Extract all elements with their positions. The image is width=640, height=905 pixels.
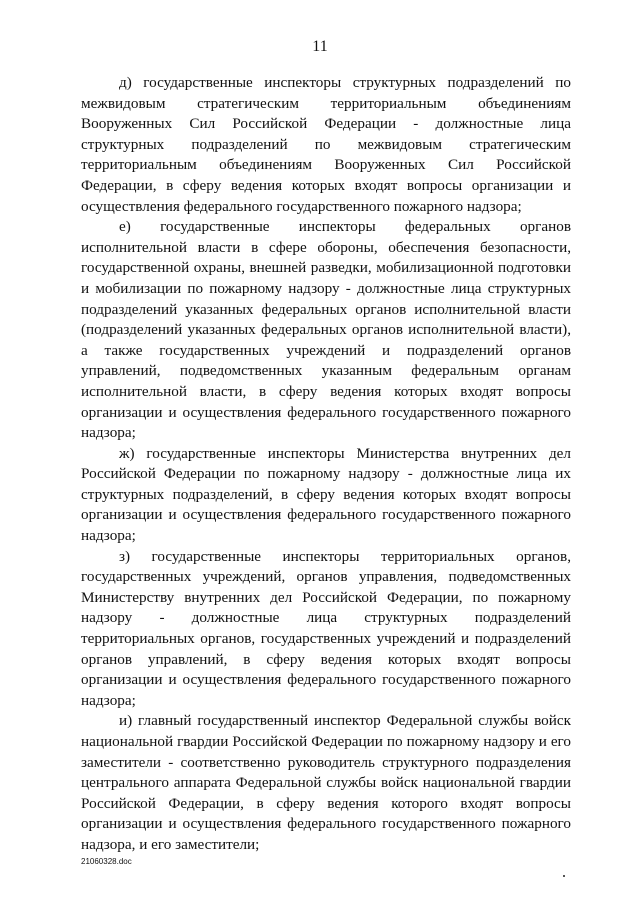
document-body <box>81 73 571 856</box>
paragraph-e: е) государственные инспекторы федеральных органов исполнительной власти в сфере обороны, обеспечения безопасности, государственной охраны, внешней разведки, мобилизационной подготовки и мобилизации по пожарному надзору - должностные лица структурных подразделений указанных федеральных органов исполнительной власти (подразделений указанных федеральных органов исполнительной власти), а также государственных учреждений и подразделений органов управлений, подведомственных указанным федеральным органам исполнительной власти, в сферу ведения которых входят вопросы организации и осуществления федерального государственного пожарного надзора; <box>81 218 571 442</box>
paragraph-i: и) главный государственный инспектор Федеральной службы войск национальной гвардии Российской Федерации по пожарному надзору и его заместители - соответственно руководитель структурного подразделения центрального аппарата Федеральной службы войск национальной гвардии Российской Федерации, в сферу ведения которого входят вопросы организации и осуществления федерального государственного пожарного надзора, и его заместители; <box>81 712 571 853</box>
footer-dot <box>563 875 565 877</box>
paragraph-zh: ж) государственные инспекторы Министерства внутренних дел Российской Федерации по пожарному надзору - должностные лица их структурных подразделений, в сферу ведения которых входят вопросы организации и осуществления федерального государственного пожарного надзора; <box>81 444 571 545</box>
paragraph-z: з) государственные инспекторы территориальных органов, государственных учреждений, органов управления, подведомственных Министерству внутренних дел Российской Федерации, по пожарному надзору - должностные лица структурных подразделений территориальных органов, государственных учреждений и подразделений органов управлений, в сферу ведения которых входят вопросы организации и осуществления федерального государственного пожарного надзора; <box>81 547 571 709</box>
footer-file-code: 21060328.doc <box>81 857 132 866</box>
page-number: 11 <box>312 38 328 55</box>
paragraph-d: д) государственные инспекторы структурных подразделений по межвидовым стратегическим территориальным объединениям Вооруженных Сил Российской Федерации - должностные лица структурных подразделений по межвидовым стратегическим территориальным объединениям Вооруженных Сил Российской Федерации, в сферу ведения которых входят вопросы организации и осуществления федерального государственного пожарного надзора; <box>81 74 571 215</box>
